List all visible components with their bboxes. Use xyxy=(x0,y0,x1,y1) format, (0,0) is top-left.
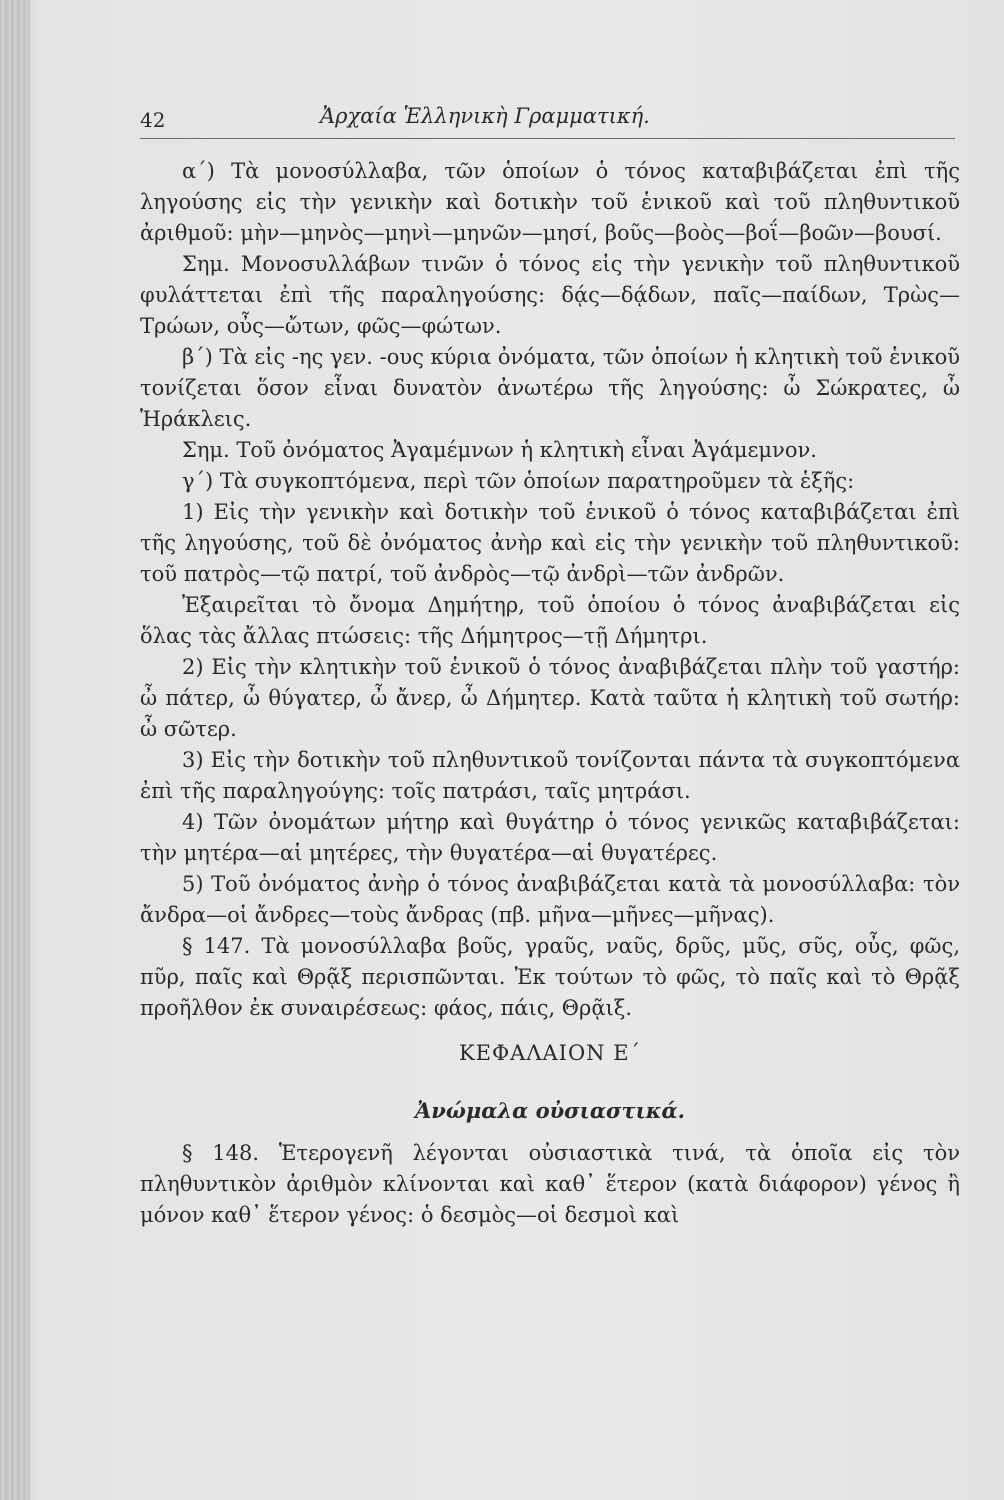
rule-1: 1) Εἰς τὴν γενικὴν καὶ δοτικὴν τοῦ ἑνικοῦ ὁ τόνος καταβιβάζεται ἐπὶ τῆς ληγούσης, τοῦ δὲ ὀνόματος ἀνὴρ καὶ εἰς τὴν γενικὴν τοῦ πληθυντικοῦ: τοῦ πατρὸς—τῷ πατρί, τοῦ ἀνδρὸς—τῷ ἀνδρὶ—τῶν ἀνδρῶν. xyxy=(140,500,960,586)
page-body xyxy=(140,156,960,1231)
page-header xyxy=(140,98,955,139)
paragraph-beta: β΄) Τὰ εἰς -ης γεν. -ους κύρια ὀνόματα, τῶν ὁποίων ἡ κλητικὴ τοῦ ἑνικοῦ τονίζεται ὅσον εἶναι δυνατὸν ἀνωτέρω τῆς ληγούσης: ὦ Σώκρατες, ὦ Ἡράκλεις. xyxy=(140,345,960,431)
page-number: 42 xyxy=(140,108,166,132)
paragraph-alpha: α΄) Τὰ μονοσύλλαβα, τῶν ὁποίων ὁ τόνος καταβιβάζεται ἐπὶ τῆς ληγούσης εἰς τὴν γενικὴν καὶ δοτικὴν τοῦ ἑνικοῦ καὶ τοῦ πληθυντικοῦ ἀριθμοῦ: μὴν—μηνὸς—μηνὶ—μηνῶν—μησί, βοῦς—βοὸς—βοΐ—βοῶν—βουσί. xyxy=(140,159,960,245)
section-147: § 147. Τὰ μονοσύλλαβα βοῦς, γραῦς, ναῦς, δρῦς, μῦς, σῦς, οὖς, φῶς, πῦρ, παῖς καὶ Θρᾷξ περισπῶνται. Ἐκ τούτων τὸ φῶς, τὸ παῖς καὶ τὸ Θρᾷξ προῆλθον ἐκ συναιρέσεως: φάος, πάις, Θρᾷιξ. xyxy=(140,934,960,1020)
paragraph-gamma: γ΄) Τὰ συγκοπτόμενα, περὶ τῶν ὁποίων παρατηροῦμεν τὰ ἑξῆς: xyxy=(182,469,855,493)
rule-4: 4) Τῶν ὀνομάτων μήτηρ καὶ θυγάτηρ ὁ τόνος γενικῶς καταβιβάζεται: τὴν μητέρα—αἱ μητέρες, τὴν θυγατέρα—αἱ θυγατέρες. xyxy=(140,810,960,865)
rule-3: 3) Εἰς τὴν δοτικὴν τοῦ πληθυντικοῦ τονίζονται πάντα τὰ συγκοπτόμενα ἐπὶ τῆς παραληγούγης: τοῖς πατράσι, ταῖς μητράσι. xyxy=(140,748,960,803)
running-title: Ἀρχαία Ἑλληνικὴ Γραμματική. xyxy=(320,104,650,128)
rule-2: 2) Εἰς τὴν κλητικὴν τοῦ ἑνικοῦ ὁ τόνος ἀναβιβάζεται πλὴν τοῦ γαστήρ: ὦ πάτερ, ὦ θύγατερ, ὦ ἄνερ, ὦ Δήμητερ. Κατὰ ταῦτα ἡ κλητικὴ τοῦ σωτήρ: ὦ σῶτερ. xyxy=(140,655,960,741)
note-2: Σημ. Τοῦ ὀνόματος Ἀγαμέμνων ἡ κλητικὴ εἶναι Ἀγάμεμνον. xyxy=(182,438,817,462)
note-1: Σημ. Μονοσυλλάβων τινῶν ὁ τόνος εἰς τὴν γενικὴν τοῦ πληθυντικοῦ φυλάττεται ἐπὶ τῆς παραληγούσης: δᾴς—δᾴδων, παῖς—παίδων, Τρὼς—Τρώων, οὖς—ὤτων, φῶς—φώτων. xyxy=(140,252,960,338)
exception-demeter: Ἐξαιρεῖται τὸ ὄνομα Δημήτηρ, τοῦ ὁποίου ὁ τόνος ἀναβιβάζεται εἰς ὅλας τὰς ἄλλας πτώσεις: τῆς Δήμητρος—τῇ Δήμητρι. xyxy=(140,593,960,648)
chapter-heading: ΚΕΦΑΛΑΙΟΝ Ε΄ xyxy=(458,1041,642,1065)
page-edge xyxy=(0,0,30,1500)
section-148: § 148. Ἑτερογενῆ λέγονται οὐσιαστικὰ τινά, τὰ ὁποῖα εἰς τὸν πληθυντικὸν ἀριθμὸν κλίνονται καὶ καθ᾽ ἕτερον (κατὰ διάφορον) γένος ἢ μόνον καθ᾽ ἕτερον γένος: ὁ δεσμὸς—οἱ δεσμοὶ καὶ xyxy=(140,1141,960,1227)
chapter-title: Ἀνώμαλα οὐσιαστικά. xyxy=(415,1098,685,1123)
rule-5: 5) Τοῦ ὀνόματος ἀνὴρ ὁ τόνος ἀναβιβάζεται κατὰ τὰ μονοσύλλαβα: τὸν ἄνδρα—οἱ ἄνδρες—τοὺς ἄνδρας (πβ. μῆνα—μῆνες—μῆνας). xyxy=(140,872,960,927)
